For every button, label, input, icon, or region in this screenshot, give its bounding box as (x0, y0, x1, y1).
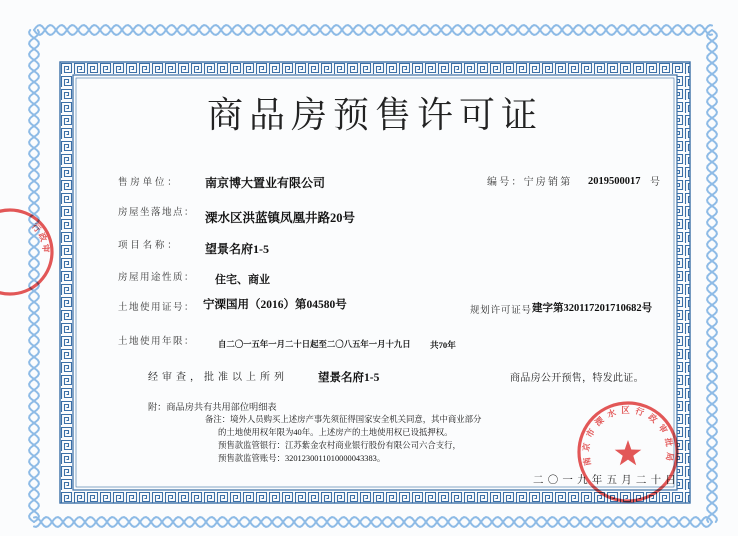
permit-number-value: 2019500017 (588, 176, 641, 187)
remarks-line: 的土地使用权年限为40年。上述房产的土地使用权已设抵押权。 (218, 428, 453, 437)
planning-permit-label: 规划许可证号 (470, 305, 532, 316)
land-term-value: 自二〇一五年一月二十日起至二〇八五年一月十九日 (218, 340, 411, 349)
remarks-line: 预售款监管银行：江苏紫金农村商业银行股份有限公司六合支行， (218, 441, 461, 450)
seam-seal-text: 行政审 (29, 221, 51, 255)
permit-number-suffix: 号 (650, 177, 662, 188)
remarks-line: 备注：境外人员购买上述房产事先须征得国家安全机关同意，其中商业部分 (205, 415, 482, 424)
usage-label: 房屋用途性质： (118, 272, 196, 283)
approval-project: 望景名府1-5 (318, 372, 380, 384)
land-certificate-value: 宁溧国用（2016）第04580号 (203, 299, 347, 311)
location-value: 溧水区洪蓝镇凤凰井路20号 (205, 211, 356, 225)
permit-number-label: 编号：宁房销第 (487, 177, 573, 188)
land-term-total: 共70年 (430, 340, 456, 350)
location-label: 房屋坐落地点： (118, 207, 196, 218)
issue-date: 二〇一九年五月二十日 (533, 474, 680, 486)
attachment-note: 附：商品房共有共用部位明细表 (148, 402, 277, 413)
land-certificate-label: 土地使用证号： (118, 302, 196, 313)
land-term-label: 土地使用年限： (118, 336, 196, 347)
remarks-line: 预售款监管账号：3201230011010000043383。 (218, 454, 386, 463)
certificate-title: 商品房预售许可证 (206, 95, 543, 136)
usage-value: 住宅、商业 (215, 274, 270, 286)
approval-suffix: 商品房公开预售，特发此证。 (510, 373, 644, 384)
issuer-seal-text: 南京市溧水区行政审批局 (581, 406, 675, 467)
planning-permit-value: 建字第320117201710682号 (532, 303, 653, 314)
seller-label: 售房单位： (118, 177, 180, 188)
project-name-value: 望景名府1-5 (205, 242, 269, 256)
project-name-label: 项目名称： (118, 240, 180, 251)
approval-prefix: 经审查，批准以上所列 (148, 372, 288, 383)
seller-value: 南京博大置业有限公司 (205, 176, 326, 190)
